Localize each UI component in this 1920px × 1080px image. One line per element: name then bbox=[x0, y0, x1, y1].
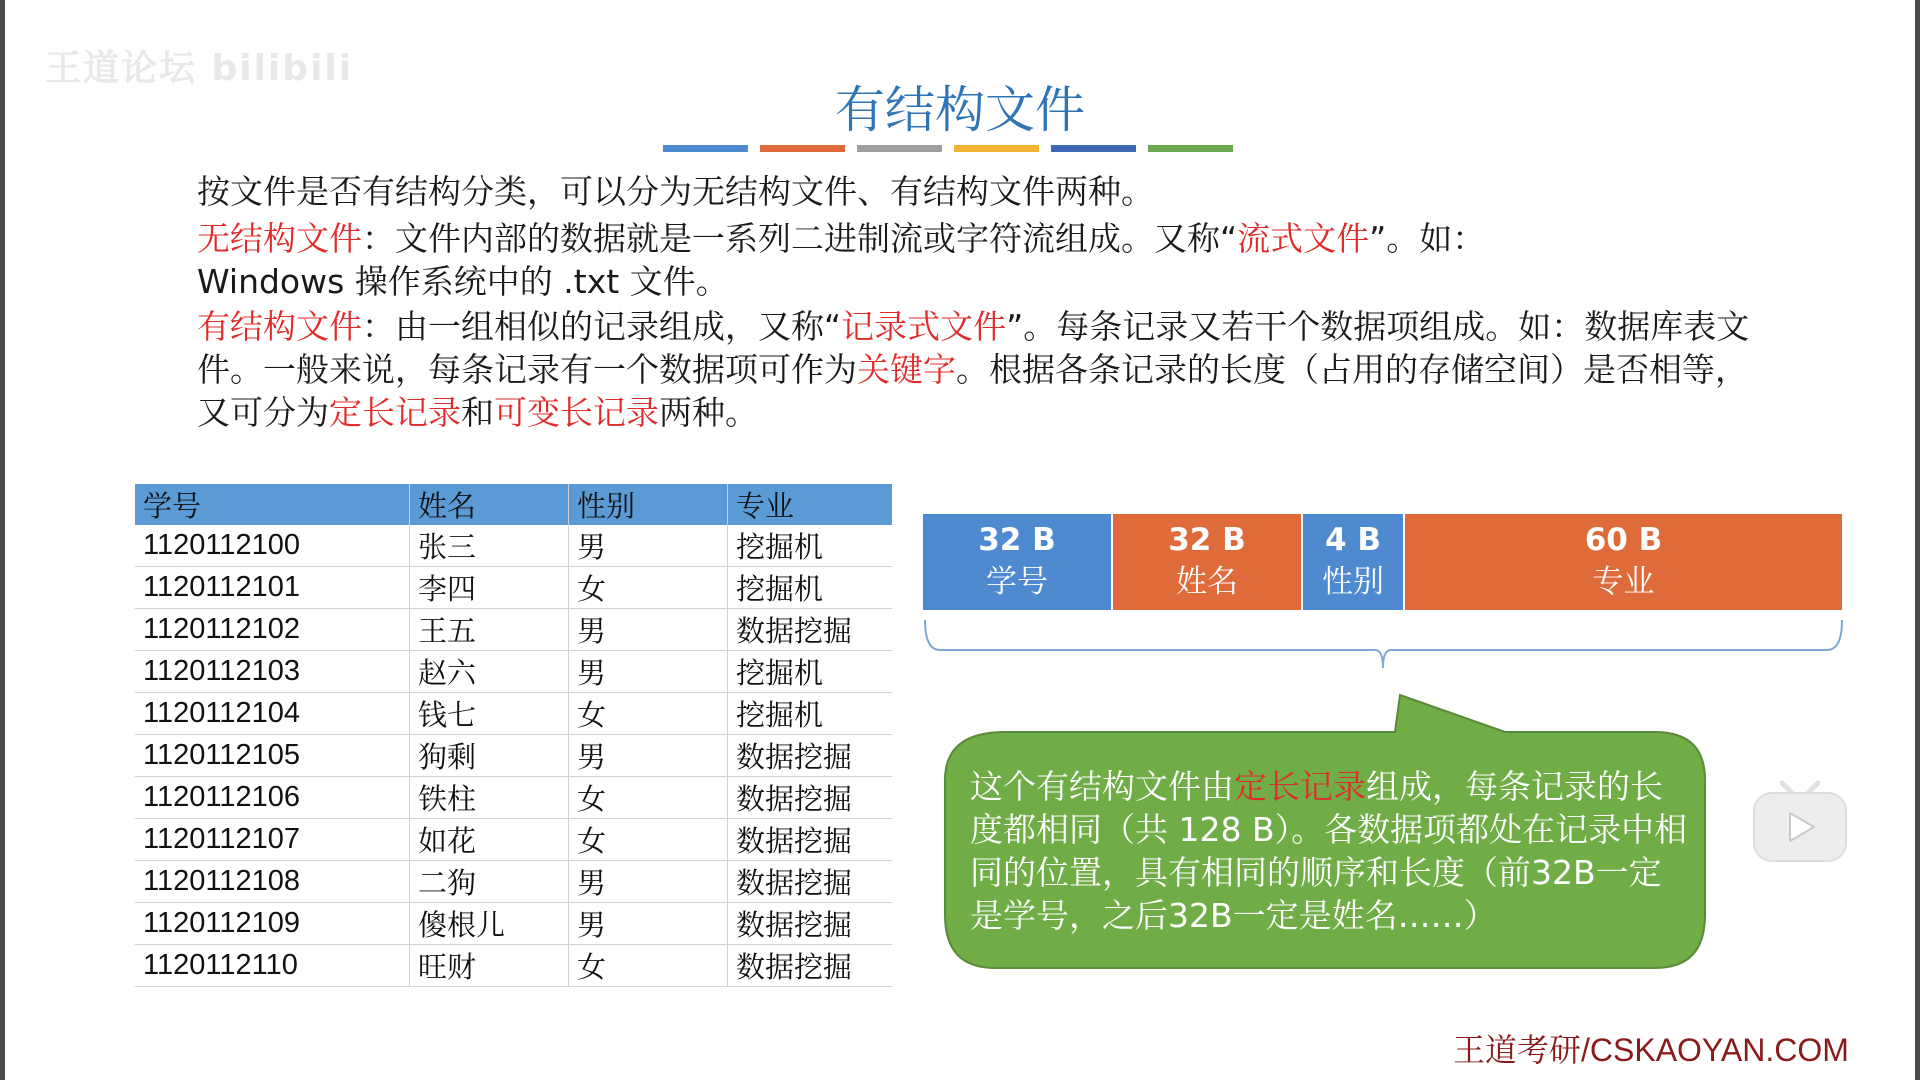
column-header: 性别 bbox=[569, 484, 728, 525]
record-field-gender: 4 B 性别 bbox=[1303, 514, 1403, 610]
table-cell: 张三 bbox=[410, 525, 569, 567]
table-cell: 1120112101 bbox=[135, 567, 410, 609]
table-cell: 铁柱 bbox=[410, 777, 569, 819]
table-cell: 数据挖掘 bbox=[728, 735, 893, 777]
table-cell: 1120112100 bbox=[135, 525, 410, 567]
table-cell: 1120112103 bbox=[135, 651, 410, 693]
column-header: 姓名 bbox=[410, 484, 569, 525]
alias-stream-file: 流式文件 bbox=[1237, 219, 1370, 258]
table-cell: 数据挖掘 bbox=[728, 819, 893, 861]
callout-fixed-record: 定长记录 bbox=[1234, 767, 1366, 806]
bilibili-play-icon[interactable] bbox=[1750, 773, 1850, 865]
term-key: 关键字 bbox=[857, 350, 956, 389]
table-cell: 1120112106 bbox=[135, 777, 410, 819]
table-cell: 女 bbox=[569, 945, 728, 987]
slide-title: 有结构文件 bbox=[835, 81, 1085, 139]
table-cell: 李四 bbox=[410, 567, 569, 609]
column-header: 专业 bbox=[728, 484, 893, 525]
table-cell: 数据挖掘 bbox=[728, 903, 893, 945]
table-cell: 赵六 bbox=[410, 651, 569, 693]
alias-record-file: 记录式文件 bbox=[841, 307, 1007, 346]
table-cell: 1120112107 bbox=[135, 819, 410, 861]
record-field-name: 32 B 姓名 bbox=[1113, 514, 1301, 610]
table-cell: 1120112105 bbox=[135, 735, 410, 777]
table-cell: 1120112102 bbox=[135, 609, 410, 651]
table-cell: 男 bbox=[569, 609, 728, 651]
table-cell: 男 bbox=[569, 651, 728, 693]
record-field-major: 60 B 专业 bbox=[1405, 514, 1842, 610]
term-unstructured: 无结构文件 bbox=[197, 219, 362, 258]
table-cell: 傻根儿 bbox=[410, 903, 569, 945]
table-cell: 男 bbox=[569, 861, 728, 903]
table-cell: 数据挖掘 bbox=[728, 945, 893, 987]
table-cell: 1120112110 bbox=[135, 945, 410, 987]
table-cell: 二狗 bbox=[410, 861, 569, 903]
table-cell: 挖掘机 bbox=[728, 567, 893, 609]
table-cell: 钱七 bbox=[410, 693, 569, 735]
table-cell: 如花 bbox=[410, 819, 569, 861]
table-cell: 旺财 bbox=[410, 945, 569, 987]
paragraph-structured: 有结构文件：由一组相似的记录组成，又称“记录式文件”。每条记录又若干个数据项组成。如：数据库表文件。一般来说，每条记录有一个数据项可作为关键字。根据各条记录的长度（占用的存储空间）是否相等，又可分为定长记录和可变长记录两种。 bbox=[197, 307, 1750, 432]
term-variable-record: 可变长记录 bbox=[494, 393, 659, 432]
table-cell: 挖掘机 bbox=[728, 525, 893, 567]
callout-text: 这个有结构文件由定长记录组成，每条记录的长度都相同（共 128 B）。各数据项都处在记录中相同的位置，具有相同的顺序和长度（前32B一定是学号，之后32B一定是姓名……） bbox=[970, 767, 1688, 935]
brand-footer: 王道考研/CSKAOYAN.COM bbox=[1453, 1032, 1849, 1068]
table-cell: 1120112109 bbox=[135, 903, 410, 945]
paragraph-intro: 按文件是否有结构分类，可以分为无结构文件、有结构文件两种。 bbox=[197, 172, 1154, 211]
table-cell: 数据挖掘 bbox=[728, 861, 893, 903]
record-field-id: 32 B 学号 bbox=[923, 514, 1111, 610]
brace bbox=[925, 620, 1842, 668]
table-cell: 挖掘机 bbox=[728, 651, 893, 693]
table-cell: 男 bbox=[569, 903, 728, 945]
table-cell: 数据挖掘 bbox=[728, 777, 893, 819]
table-cell: 女 bbox=[569, 567, 728, 609]
table-cell: 1120112108 bbox=[135, 861, 410, 903]
table-cell: 女 bbox=[569, 777, 728, 819]
table-cell: 1120112104 bbox=[135, 693, 410, 735]
table-cell: 数据挖掘 bbox=[728, 609, 893, 651]
table-cell: 挖掘机 bbox=[728, 693, 893, 735]
term-fixed-record: 定长记录 bbox=[329, 393, 461, 432]
watermark-logo: 王道论坛 bilibili bbox=[45, 48, 354, 89]
table-cell: 王五 bbox=[410, 609, 569, 651]
paragraph-unstructured: 无结构文件：文件内部的数据就是一系列二进制流或字符流组成。又称“流式文件”。如： Windows 操作系统中的 .txt 文件。 bbox=[197, 219, 1486, 301]
table-cell: 女 bbox=[569, 693, 728, 735]
table-cell: 女 bbox=[569, 819, 728, 861]
table-cell: 狗剩 bbox=[410, 735, 569, 777]
table-cell: 男 bbox=[569, 735, 728, 777]
term-structured: 有结构文件 bbox=[197, 307, 362, 346]
column-header: 学号 bbox=[135, 484, 410, 525]
table-cell: 男 bbox=[569, 525, 728, 567]
slide bbox=[5, 0, 1915, 1080]
